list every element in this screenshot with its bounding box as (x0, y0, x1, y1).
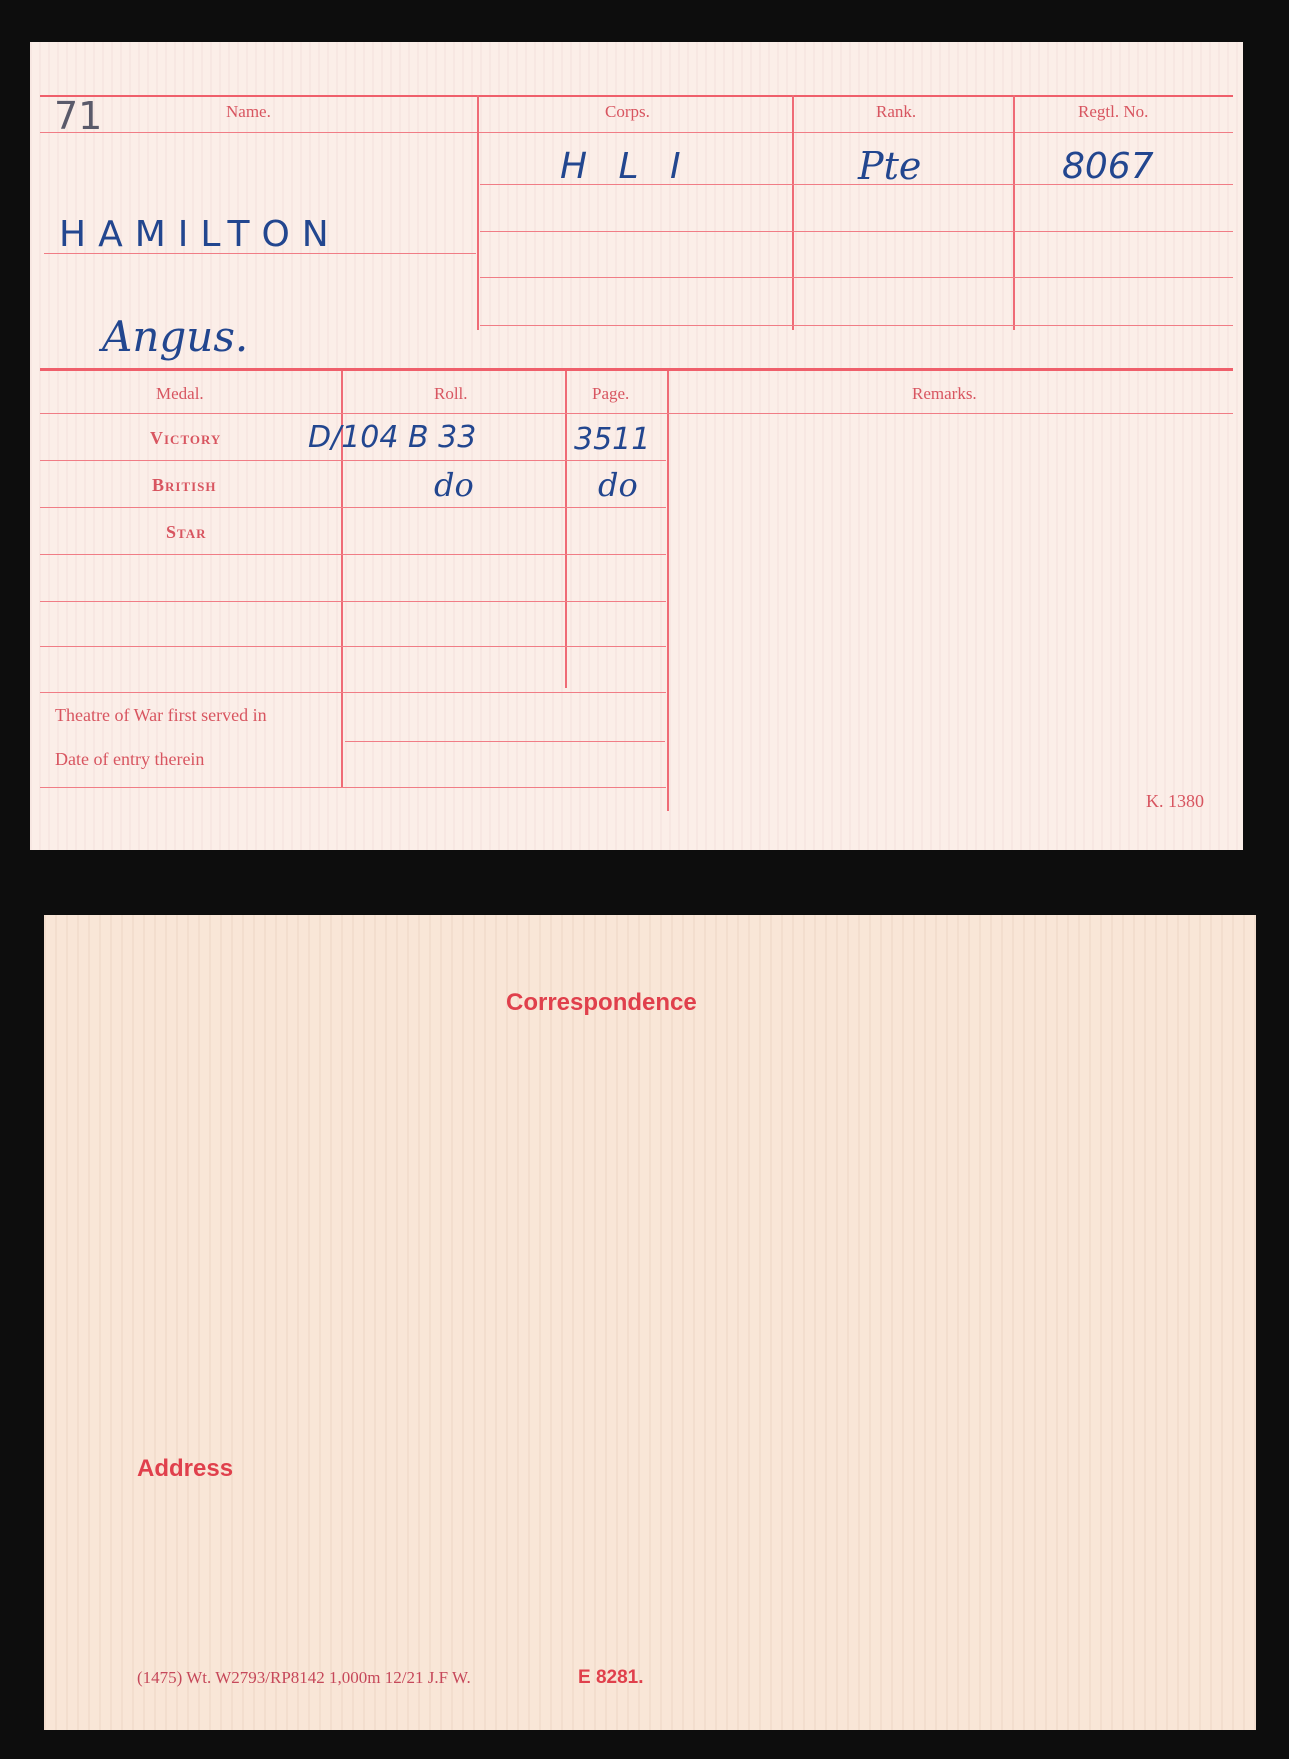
section-rule (40, 368, 1233, 371)
print-code: E 8281. (578, 1667, 644, 1688)
top-rule (40, 95, 1233, 97)
header-rule (40, 132, 1233, 133)
regtl-no-header: Regtl. No. (1078, 102, 1149, 121)
row-rule (40, 787, 666, 788)
row-rule (40, 601, 666, 602)
row-rule (40, 692, 666, 693)
page-header: Page. (592, 384, 630, 403)
rank-divider (792, 95, 794, 330)
row-rule (480, 277, 1233, 278)
row-rule (40, 413, 1233, 414)
rank-entry: Pte (858, 144, 922, 188)
print-line: (1475) Wt. W2793/RP8142 1,000m 12/21 J.F W. (137, 1668, 471, 1687)
corps-divider (477, 95, 479, 330)
medal-victory-label: Victory (150, 428, 222, 448)
medal-victory-roll: D/104 B 33 (308, 420, 477, 455)
row-rule (40, 460, 666, 461)
corps-header: Corps. (605, 102, 650, 121)
date-entry-label: Date of entry therein (55, 749, 205, 769)
row-rule (40, 507, 666, 508)
medal-star-label: Star (166, 522, 207, 542)
regtl-no-entry: 8067 (1062, 146, 1154, 187)
roll-divider (565, 371, 567, 688)
rank-header: Rank. (876, 102, 917, 121)
row-rule (40, 554, 666, 555)
address-label: Address (137, 1455, 234, 1482)
row-rule (480, 325, 1233, 326)
roll-header: Roll. (434, 384, 468, 403)
row-rule (345, 741, 665, 742)
correspondence-label: Correspondence (506, 989, 697, 1016)
regtl-divider (1013, 95, 1015, 330)
medal-british-roll: do (434, 466, 474, 504)
remarks-header: Remarks. (912, 384, 977, 403)
corps-entry: H L I (560, 146, 691, 187)
medal-british-label: British (152, 475, 217, 495)
medal-british-page: do (598, 466, 638, 504)
index-number: 71 (54, 94, 103, 138)
row-rule (480, 231, 1233, 232)
forename: Angus. (102, 312, 249, 361)
medal-card-back (44, 915, 1256, 1730)
row-rule (40, 646, 666, 647)
page-divider (667, 371, 669, 811)
medal-card-front (30, 42, 1243, 850)
surname: HAMILTON (59, 214, 341, 255)
theatre-label: Theatre of War first served in (55, 705, 267, 725)
form-code: K. 1380 (1146, 791, 1204, 811)
name-header: Name. (226, 102, 271, 121)
medal-victory-page: 3511 (574, 422, 651, 457)
medal-header: Medal. (156, 384, 204, 403)
